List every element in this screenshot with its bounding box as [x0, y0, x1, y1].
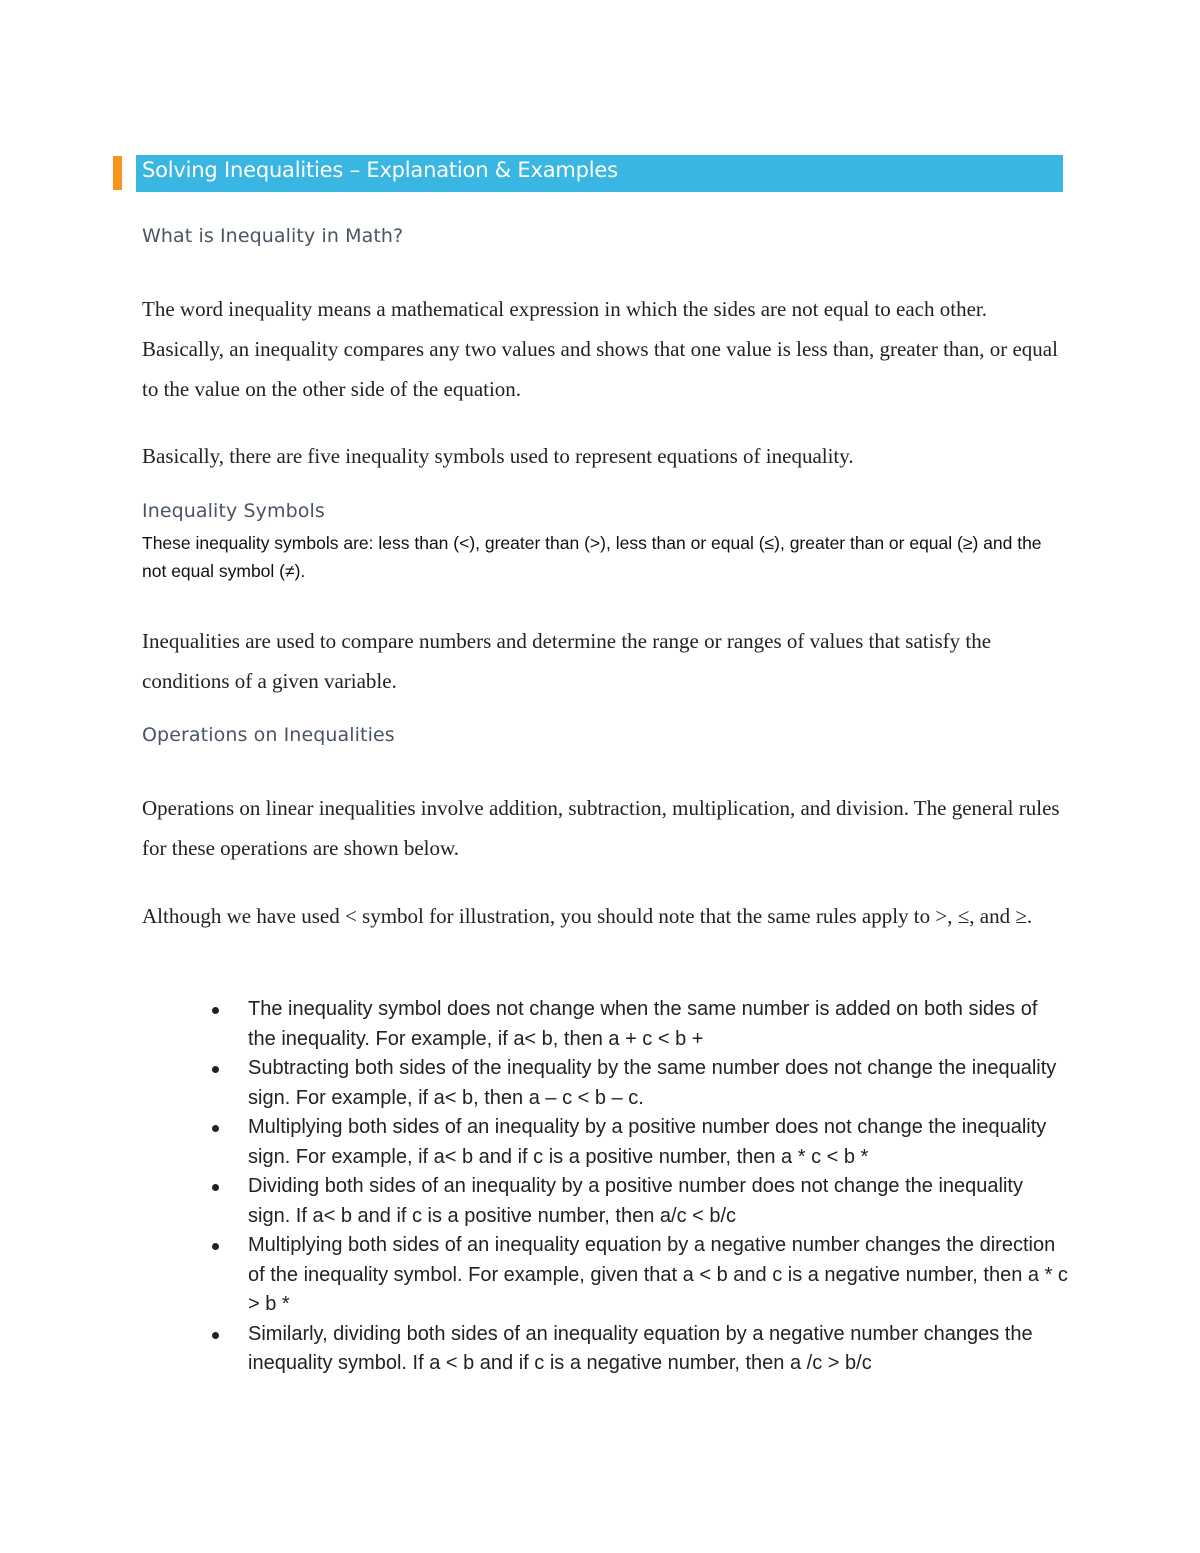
rule-text: Dividing both sides of an inequality by a positive number does not change the inequality sign. If a< b and if c is a positive number, then a/c < b/c: [248, 1175, 1023, 1227]
list-item: [200, 1172, 1070, 1231]
bullet-icon: [212, 1243, 219, 1250]
bullet-icon: [212, 1066, 219, 1073]
bullet-icon: [212, 1007, 219, 1014]
paragraph-five-symbols: Basically, there are five inequality symbols used to represent equations of inequality.: [142, 444, 854, 468]
rule-text: Subtracting both sides of the inequality by the same number does not change the inequality sign. For example, if a< b, then a – c < b – c.: [248, 1057, 1057, 1109]
heading-operations: Operations on Inequalities: [142, 724, 395, 746]
rules-list: [200, 995, 1070, 1379]
list-item: [200, 1320, 1070, 1379]
paragraph-compare: Inequalities are used to compare numbers and determine the range or ranges of values that satisfy the conditions of a given variable.: [142, 629, 992, 693]
bullet-icon: [212, 1184, 219, 1191]
heading-symbols: Inequality Symbols: [142, 500, 325, 522]
bullet-icon: [212, 1125, 219, 1132]
rule-text: Multiplying both sides of an inequality by a positive number does not change the inequality sign. For example, if a< b and if c is a positive number, then a * c < b *: [248, 1116, 1047, 1168]
title-accent-bar: [113, 156, 122, 190]
list-item: [200, 1113, 1070, 1172]
paragraph-operations-intro: Operations on linear inequalities involve addition, subtraction, multiplication, and division. The general rules for these operations are shown below.: [142, 796, 1060, 860]
paragraph-symbol-list: These inequality symbols are: less than (<), greater than (>), less than or equal (≤), greater than or equal (≥) and the not equal symbol (≠).: [142, 533, 1042, 581]
heading-what-is: What is Inequality in Math?: [142, 225, 404, 247]
paragraph-note: Although we have used < symbol for illustration, you should note that the same rules apply to >, ≤, and ≥.: [142, 904, 1033, 928]
paragraph-definition: The word inequality means a mathematical expression in which the sides are not equal to each other. Basically, an inequality compares any two values and shows that one value is less than, greater than, or equal to the value on the other side of the equation.: [142, 297, 1058, 401]
rule-text: The inequality symbol does not change when the same number is added on both sides of the inequality. For example, if a< b, then a + c < b +: [248, 998, 1038, 1050]
title-band: [136, 155, 1063, 192]
rule-text: Multiplying both sides of an inequality equation by a negative number changes the direction of the inequality symbol. For example, given that a < b and c is a negative number, then a * c > b *: [248, 1234, 1068, 1315]
list-item: [200, 1231, 1070, 1320]
rule-text: Similarly, dividing both sides of an inequality equation by a negative number changes the inequality symbol. If a < b and if c is a negative number, then a /c > b/c: [248, 1322, 1033, 1374]
bullet-icon: [212, 1332, 219, 1339]
page-title: Solving Inequalities – Explanation & Examples: [142, 158, 618, 182]
list-item: [200, 995, 1070, 1054]
list-item: [200, 1054, 1070, 1113]
